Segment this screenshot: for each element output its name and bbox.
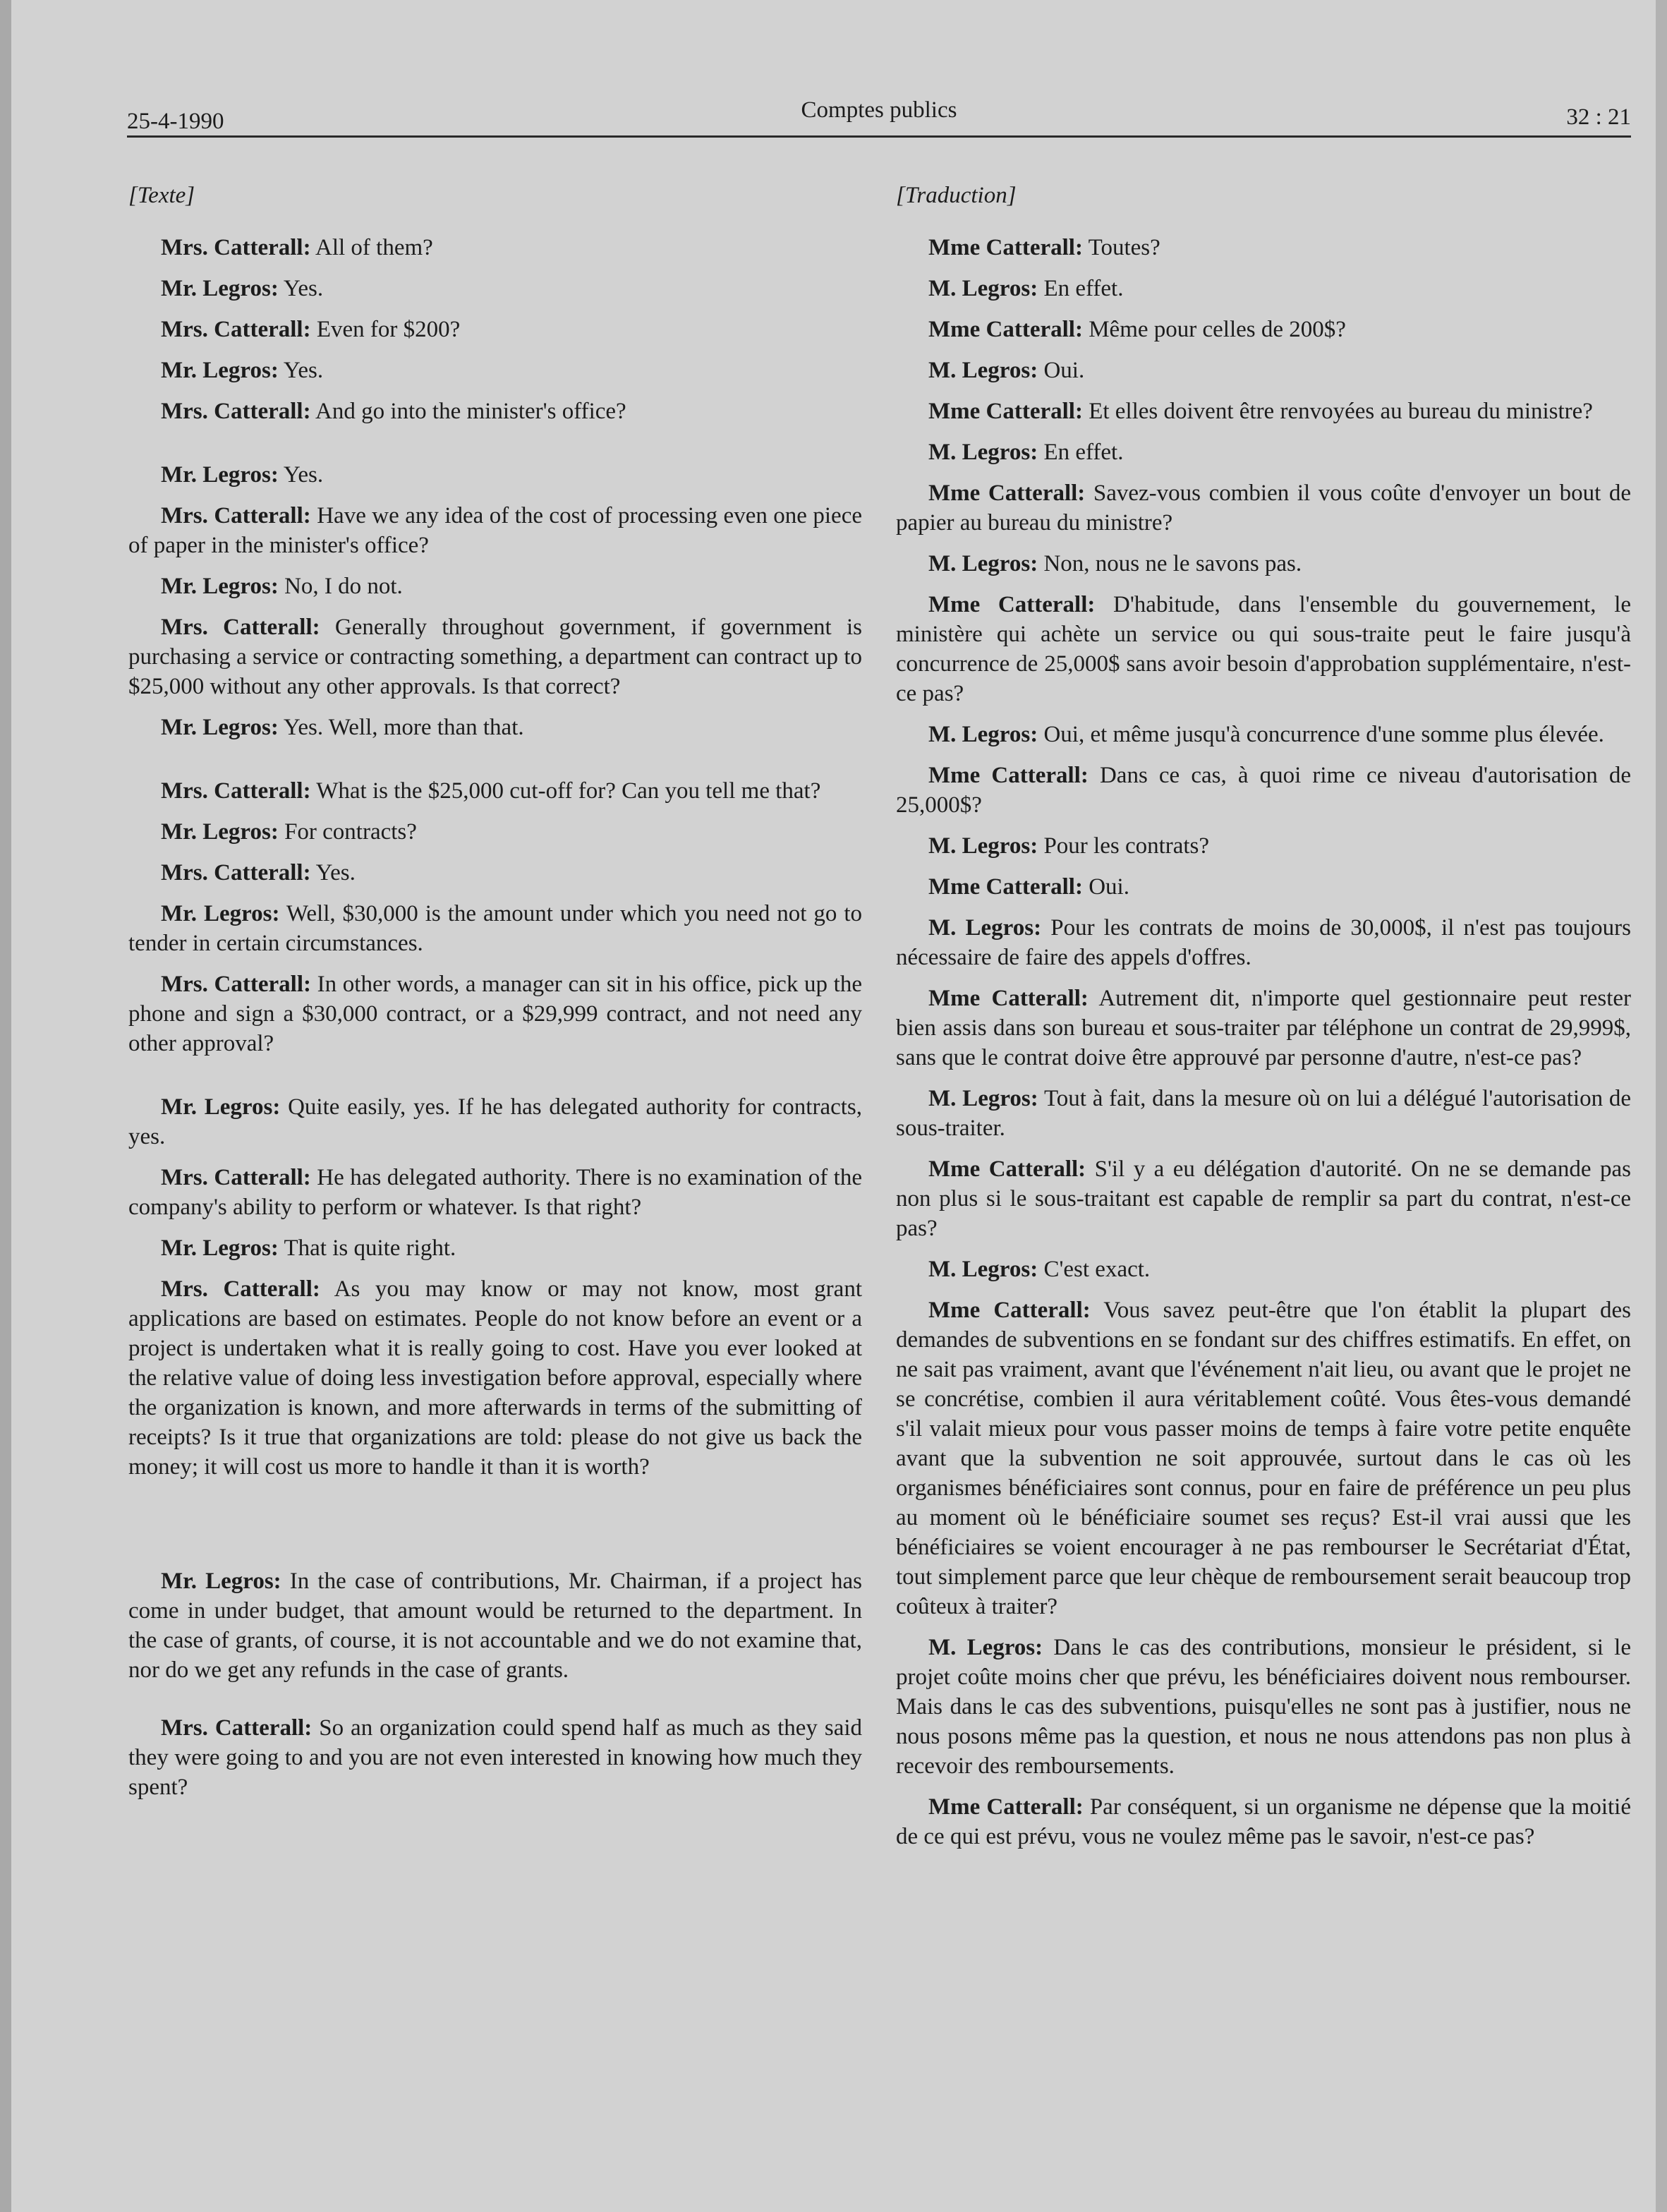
dialogue-entry <box>896 1084 1631 1143</box>
speech-text: En effet. <box>1043 440 1124 465</box>
speech-text: C'est exact. <box>1043 1257 1151 1282</box>
speech-text: In the case of contributions, Mr. Chairman, if a project has come in under budget, that amount would be returned to the department. In the case of grants, of course, it is not accountable and we do not examine that, nor do we get any refunds in the case of grants. <box>128 1569 862 1683</box>
speaker-name: M. Legros: <box>928 1257 1038 1282</box>
speech-text: Et elles doivent être renvoyées au bureau du ministre? <box>1089 399 1593 424</box>
speech-text: Even for $200? <box>316 317 461 342</box>
dialogue-entry <box>896 356 1631 385</box>
speaker-name: M. Legros: <box>928 833 1038 859</box>
speaker-name: Mme Catterall: <box>928 986 1089 1011</box>
speaker-name: Mrs. Catterall: <box>161 317 311 342</box>
speech-text: Dans ce cas, à quoi rime ce niveau d'autorisation de 25,000$? <box>896 763 1631 818</box>
speech-text: Vous savez peut-être que l'on établit la plupart des demandes de subventions en se fondant sur des chiffres estimatifs. En effet, on ne sait pas vraiment, avant que l'événement n'ait lieu, ou avant que le projet ne se concrétise, combien il aura véritablement coûté. Vous êtes-vous demandé s'il valait mieux pour vous passer moins de temps à faire votre petite enquête avant que la subvention ne soit approuvée, surtout dans le cas où les organismes bénéficiaires sont connus, pour en faire de préférence un peu plus au moment où le bénéficiaire soumet ses reçus? Est-il vrai aussi que les bénéficiaires se voient encourager à ne pas rembourser le Secrétariat d'État, tout simplement parce que leur chèque de remboursement serait beaucoup trop coûteux à traiter? <box>896 1298 1632 1619</box>
dialogue-entry <box>128 460 862 490</box>
speech-text: Tout à fait, dans la mesure où on lui a délégué l'autorisation de sous-traiter. <box>896 1086 1632 1141</box>
dialogue-entry <box>128 858 862 888</box>
dialogue-entry <box>128 1713 862 1802</box>
speech-text: So an organization could spend half as much as they said they were going to and you are not even interested in knowing how much they spent? <box>128 1715 863 1800</box>
speech-text: No, I do not. <box>284 574 403 599</box>
header-page-number: 32 : 21 <box>1566 104 1631 130</box>
speech-text: En effet. <box>1043 276 1124 301</box>
scan-edge-left <box>0 0 11 2212</box>
dialogue-entry <box>896 437 1631 467</box>
speaker-name: M. Legros: <box>928 915 1042 941</box>
speech-text: Savez-vous combien il vous coûte d'envoyer un bout de papier au bureau du ministre? <box>896 481 1631 536</box>
dialogue-entry <box>896 1633 1631 1781</box>
dialogue-entry <box>896 274 1631 303</box>
dialogue-entry <box>896 913 1631 972</box>
speech-text: Dans le cas des contributions, monsieur le président, si le projet coûte moins cher que prévu, les bénéficiaires doivent nous rembourser. Mais dans le cas des subventions, puisqu'elles ne sont pas à justifier, nous ne nous posons même pas la question, et nous ne nous attendons pas non plus à recevoir des remboursements. <box>896 1635 1631 1779</box>
speaker-name: Mme Catterall: <box>928 763 1089 788</box>
speech-text: Yes. <box>283 276 324 301</box>
speech-text: Well, $30,000 is the amount under which you need not go to tender in certain circumstances. <box>128 901 863 956</box>
speech-text: And go into the minister's office? <box>315 399 626 424</box>
dialogue-entry <box>128 713 862 742</box>
header-title: Comptes publics <box>801 97 957 123</box>
speaker-name: M. Legros: <box>928 551 1038 576</box>
dialogue-entry <box>896 233 1631 262</box>
dialogue-entry <box>128 315 862 344</box>
dialogue-entry <box>128 969 862 1058</box>
speech-text: Non, nous ne le savons pas. <box>1043 551 1302 576</box>
speaker-name: Mrs. Catterall: <box>161 972 311 997</box>
speaker-name: Mrs. Catterall: <box>161 399 311 424</box>
speaker-name: M. Legros: <box>928 1086 1038 1111</box>
speaker-name: Mrs. Catterall: <box>161 860 311 886</box>
speech-text: S'il y a eu délégation d'autorité. On ne se demande pas non plus si le sous-traitant est capable de remplir sa part du contrat, n'est-ce pas? <box>896 1156 1632 1241</box>
speaker-name: Mme Catterall: <box>928 1298 1091 1323</box>
speech-text: Yes. Well, more than that. <box>283 715 524 740</box>
speech-text: Yes. <box>315 860 356 886</box>
speaker-name: Mrs. Catterall: <box>161 615 320 640</box>
speaker-name: M. Legros: <box>928 722 1038 747</box>
dialogue-entry <box>896 397 1631 426</box>
speaker-name: M. Legros: <box>928 1635 1043 1660</box>
speaker-name: Mrs. Catterall: <box>161 235 311 260</box>
dialogue-entry <box>896 1255 1631 1284</box>
speaker-name: Mr. Legros: <box>161 358 279 383</box>
speech-text: Même pour celles de 200$? <box>1089 317 1346 342</box>
dialogue-entry <box>128 817 862 847</box>
speaker-name: Mr. Legros: <box>161 901 280 926</box>
speaker-name: M. Legros: <box>928 358 1038 383</box>
dialogue-entry <box>128 899 862 958</box>
dialogue-entry <box>896 984 1631 1072</box>
speech-text: Toutes? <box>1088 235 1160 260</box>
speaker-name: M. Legros: <box>928 440 1038 465</box>
speech-text: Have we any idea of the cost of processing even one piece of paper in the minister's office? <box>128 503 862 558</box>
dialogue-entry <box>896 761 1631 820</box>
speaker-name: Mr. Legros: <box>161 1235 279 1261</box>
speech-text: Autrement dit, n'importe quel gestionnaire peut rester bien assis dans son bureau et sous-traiter par téléphone un contrat de 29,999$, sans que le contrat doive être approuvé par personne d'autre, n'est-ce pas? <box>896 986 1631 1070</box>
column-marker: [Texte] <box>128 183 195 208</box>
speaker-name: Mr. Legros: <box>161 819 279 845</box>
speaker-name: M. Legros: <box>928 276 1038 301</box>
header-rule <box>127 135 1631 138</box>
dialogue-entry <box>896 478 1631 538</box>
speech-text: All of them? <box>315 235 433 260</box>
dialogue-entry <box>896 1154 1631 1243</box>
speech-text: For contracts? <box>284 819 417 845</box>
speech-text: As you may know or may not know, most grant applications are based on estimates. People do not know before an event or a project is undertaken what it is really going to cost. Have you ever looked at the relative value of doing less investigation before approval, especially where the organization is known, and more afterwards in terms of the submitting of receipts? Is it true that organizations are told: please do not give us back the money; it will cost us more to handle it than it is worth? <box>128 1276 862 1480</box>
speech-text: Generally throughout government, if government is purchasing a service or contracting something, a department can contract up to $25,000 without any other approvals. Is that correct? <box>128 615 862 699</box>
speech-text: In other words, a manager can sit in his office, pick up the phone and sign a $30,000 contract, or a $29,999 contract, and not need any other approval? <box>128 972 862 1056</box>
english-column <box>128 181 862 1813</box>
speech-text: Par conséquent, si un organisme ne dépense que la moitié de ce qui est prévu, vous ne voulez même pas le savoir, n'est-ce pas? <box>896 1794 1632 1849</box>
dialogue-entry <box>128 572 862 601</box>
dialogue-entry <box>896 549 1631 579</box>
dialogue-entry <box>896 1295 1631 1621</box>
dialogue-entry <box>128 501 862 560</box>
dialogue-entry <box>128 1092 862 1152</box>
dialogue-entry <box>128 1233 862 1263</box>
speaker-name: Mme Catterall: <box>928 235 1083 260</box>
speaker-name: Mrs. Catterall: <box>161 1715 313 1741</box>
dialogue-entry <box>896 1792 1631 1851</box>
speech-text: That is quite right. <box>284 1235 456 1261</box>
dialogue-entry <box>128 612 862 701</box>
speaker-name: Mr. Legros: <box>161 1569 281 1594</box>
dialogue-entry <box>896 720 1631 749</box>
dialogue-entry <box>896 872 1631 902</box>
speaker-name: Mr. Legros: <box>161 276 279 301</box>
speech-text: Pour les contrats de moins de 30,000$, il n'est pas toujours nécessaire de faire des appels d'offres. <box>896 915 1632 970</box>
page-header <box>127 97 1631 138</box>
speaker-name: Mme Catterall: <box>928 317 1083 342</box>
speaker-name: Mme Catterall: <box>928 1156 1086 1182</box>
scan-edge-right <box>1656 0 1667 2212</box>
dialogue-entry <box>896 590 1631 708</box>
speaker-name: Mme Catterall: <box>928 399 1083 424</box>
speech-text: Oui, et même jusqu'à concurrence d'une somme plus élevée. <box>1043 722 1604 747</box>
speech-text: He has delegated authority. There is no examination of the company's ability to perform or whatever. Is that right? <box>128 1165 862 1220</box>
header-date: 25-4-1990 <box>127 109 224 134</box>
speech-text: Quite easily, yes. If he has delegated authority for contracts, yes. <box>128 1094 863 1149</box>
speech-text: Pour les contrats? <box>1043 833 1210 859</box>
dialogue-entry <box>896 831 1631 861</box>
speech-text: Yes. <box>283 358 324 383</box>
speaker-name: Mrs. Catterall: <box>161 503 311 528</box>
speaker-name: Mrs. Catterall: <box>161 778 311 804</box>
speaker-name: Mme Catterall: <box>928 874 1083 900</box>
dialogue-entry <box>896 315 1631 344</box>
dialogue-entry <box>128 776 862 806</box>
speaker-name: Mrs. Catterall: <box>161 1165 311 1190</box>
speaker-name: Mme Catterall: <box>928 592 1096 617</box>
speaker-name: Mme Catterall: <box>928 1794 1084 1820</box>
column-marker: [Traduction] <box>896 183 1017 208</box>
speaker-name: Mr. Legros: <box>161 1094 281 1120</box>
dialogue-entry <box>128 1566 862 1685</box>
dialogue-entry <box>128 1274 862 1482</box>
dialogue-entry <box>128 356 862 385</box>
dialogue-entry <box>128 397 862 426</box>
speech-text: D'habitude, dans l'ensemble du gouvernement, le ministère qui achète un service ou qui sous-traite peut le faire jusqu'à concurrence de 25,000$ sans avoir besoin d'approbation supplémentaire, n'est-ce pas? <box>896 592 1632 706</box>
dialogue-entry <box>128 274 862 303</box>
dialogue-entry <box>128 233 862 262</box>
french-column <box>896 181 1631 1863</box>
speaker-name: Mrs. Catterall: <box>161 1276 320 1302</box>
speaker-name: Mme Catterall: <box>928 481 1086 506</box>
speech-text: Oui. <box>1089 874 1129 900</box>
speaker-name: Mr. Legros: <box>161 462 279 488</box>
speaker-name: Mr. Legros: <box>161 715 279 740</box>
speech-text: What is the $25,000 cut-off for? Can you tell me that? <box>316 778 821 804</box>
speaker-name: Mr. Legros: <box>161 574 279 599</box>
speech-text: Yes. <box>283 462 324 488</box>
dialogue-entry <box>128 1163 862 1222</box>
speech-text: Oui. <box>1043 358 1085 383</box>
